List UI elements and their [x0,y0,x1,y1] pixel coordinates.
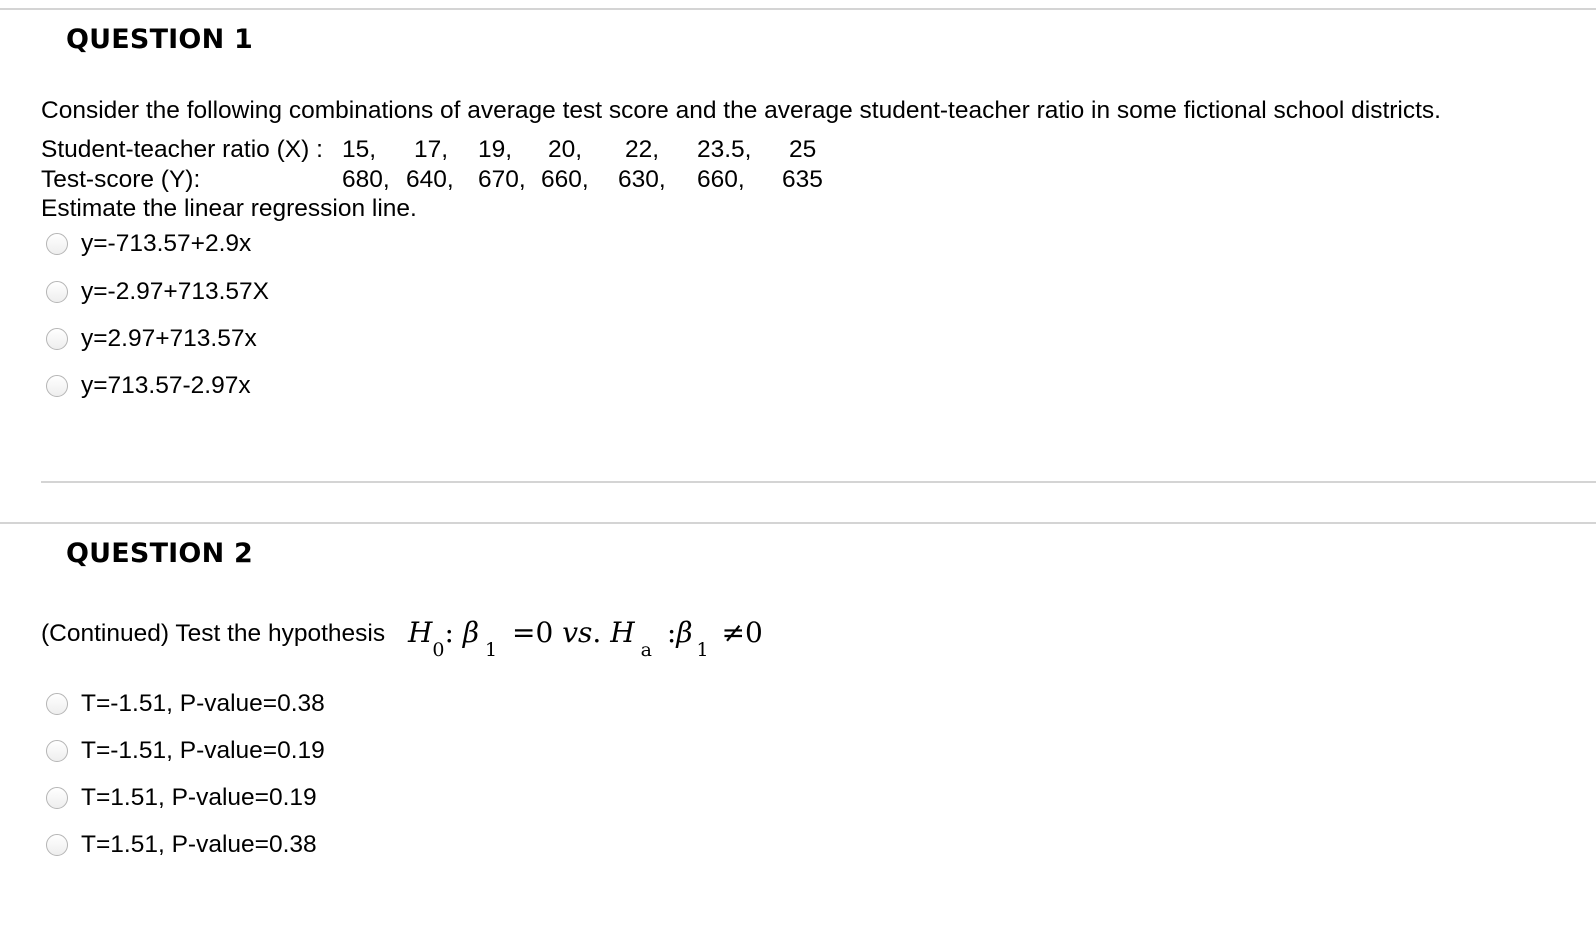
x-value: 23.5, [697,136,752,163]
option-label[interactable]: T=1.51, P-value=0.38 [81,831,317,858]
x-value: 22, [625,136,660,163]
x-row-label: Student-teacher ratio (X) : [41,136,323,163]
question-2-title: QUESTION 2 [66,538,253,569]
y-value: 660, [541,166,589,193]
y-row-label: Test-score (Y): [41,166,201,193]
y-value: 660, [697,166,745,193]
question-1-bottom-divider [41,481,1596,483]
option-label[interactable]: T=-1.51, P-value=0.38 [81,690,325,717]
y-value: 640, [406,166,454,193]
radio-button[interactable] [46,693,68,715]
q1-option-1[interactable] [46,229,251,259]
q1-option-2[interactable] [46,277,269,307]
x-value: 20, [548,136,583,163]
radio-button[interactable] [46,375,68,397]
x-value: 15, [342,136,377,163]
question-2-prompt: (Continued) Test the hypothesis [41,620,386,647]
option-label[interactable]: y=-713.57+2.9x [81,230,252,257]
x-value: 19, [478,136,513,163]
option-label[interactable]: y=713.57-2.97x [81,372,251,399]
option-label[interactable]: T=-1.51, P-value=0.19 [81,737,325,764]
question-1-title: QUESTION 1 [66,24,253,55]
top-divider [0,8,1596,10]
x-value: 25 [789,136,817,163]
y-value: 630, [618,166,666,193]
x-value: 17, [414,136,449,163]
q2-option-4[interactable] [46,830,317,860]
q2-option-2[interactable] [46,736,325,766]
y-value: 670, [478,166,526,193]
y-value: 680, [342,166,390,193]
option-label[interactable]: T=1.51, P-value=0.19 [81,784,317,811]
q1-option-4[interactable] [46,371,251,401]
q1-option-3[interactable] [46,324,257,354]
hypothesis-formula: $H_0$: $\beta_1 =0$ vs. $H_a$ $:\beta_1 \ne 0$ [408,616,763,661]
question-1-prompt: Consider the following combinations of average test score and the average student-teacher ratio in some fictional school districts. [41,97,1441,124]
question-2-top-divider [0,522,1596,524]
radio-button[interactable] [46,787,68,809]
radio-button[interactable] [46,281,68,303]
q2-option-3[interactable] [46,783,317,813]
radio-button[interactable] [46,740,68,762]
option-label[interactable]: y=2.97+713.57x [81,325,257,352]
radio-button[interactable] [46,328,68,350]
radio-button[interactable] [46,233,68,255]
option-label[interactable]: y=-2.97+713.57X [81,278,269,305]
question-1-instruction: Estimate the linear regression line. [41,195,417,222]
q2-option-1[interactable] [46,689,325,719]
y-value: 635 [782,166,823,193]
radio-button[interactable] [46,834,68,856]
